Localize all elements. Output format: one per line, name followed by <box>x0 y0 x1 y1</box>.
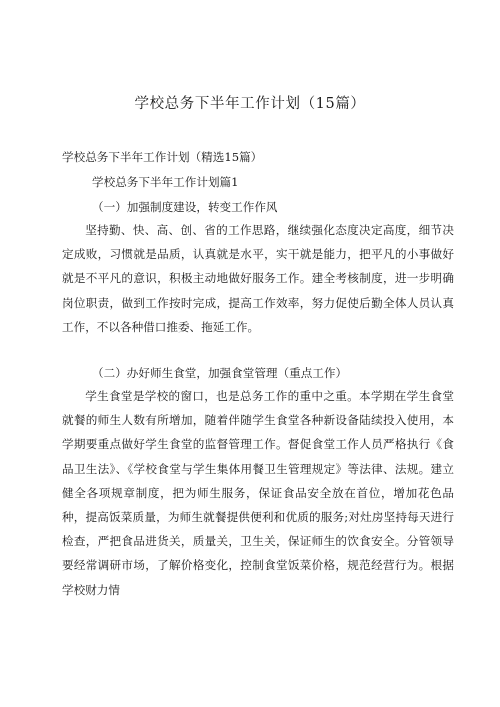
heading-2: （二）办好师生食堂，加强食堂管理（重点工作） <box>92 366 348 380</box>
document-title: 学校总务下半年工作计划（15篇） <box>134 96 366 112</box>
paragraph-2: 学生食堂是学校的窗口，也是总务工作的重中之重。本学期在学生食堂就餐的师生人数有所增加，随着伴随学生食堂各种新设备陆续投入使用，本学期要重点做好学生食堂的监督管理工作。督促食堂工作人员严格执行《食品卫生法》、《学校食堂与学生集体用餐卫生管理规定》等法律、法规。建立健全各项规章制度，把为师生服务，保证食品安全放在首位，增加花色品种，提高饭菜质量，为师生就餐提供便利和优质的服务;对灶房坚持每天进行检查，严把食品进货关，质量关，卫生关，保证师生的饮食安全。分管领导要经常调研市场，了解价格变化，控制食堂饭菜价格，规范经营行为。根据学校财力情 <box>62 389 454 597</box>
document-subtitle: 学校总务下半年工作计划（精选15篇） <box>62 150 263 164</box>
heading-1: （一）加强制度建设，转变工作作风 <box>92 200 278 214</box>
paragraph-1: 坚持勤、快、高、创、省的工作思路，继续强化态度决定高度，细节决定成败，习惯就是品质，认真就是水平，实干就是能力，把平凡的小事做好就是不平凡的意识，积极主动地做好服务工作。建全考核制度，进一步明确岗位职责，做到工作按时完成，提高工作效率，努力促使后勤全体人员认真工作，不以各种借口推委、拖延工作。 <box>62 223 454 334</box>
section-title: 学校总务下半年工作计划篇1 <box>92 175 239 189</box>
